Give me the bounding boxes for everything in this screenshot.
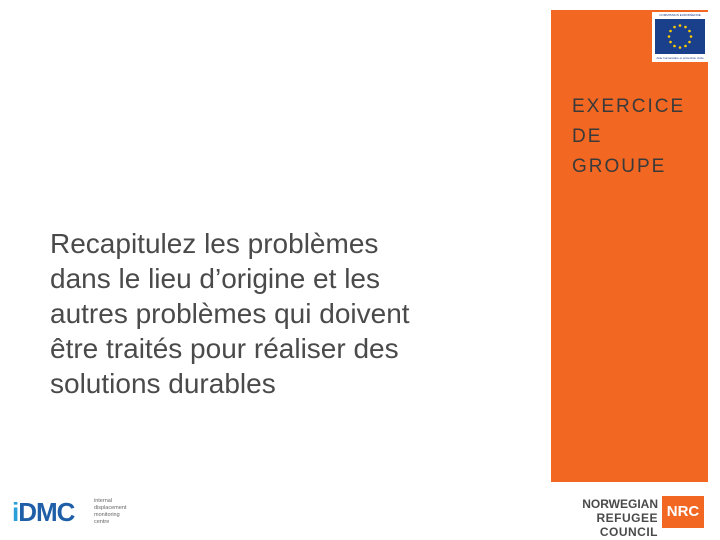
exercise-heading xyxy=(572,92,702,182)
idmc-logo xyxy=(12,492,152,532)
instruction-line: autres problèmes qui doivent xyxy=(50,298,410,329)
instruction-line: solutions durables xyxy=(50,368,276,399)
nrc-name xyxy=(540,497,658,539)
eu-flag-icon xyxy=(655,19,705,54)
instruction-line: dans le lieu d’origine et les xyxy=(50,263,380,294)
exercise-line: GROUPE xyxy=(572,156,667,177)
nrc-logo: NRC xyxy=(662,496,704,528)
eu-bottom-text: Aide humanitaire et protection civile xyxy=(656,56,704,60)
instruction-line: Recapitulez les problèmes xyxy=(50,228,379,259)
nrc-name-line2: REFUGEE COUNCIL xyxy=(596,511,658,539)
idmc-wordmark: iDMC xyxy=(12,497,75,527)
idmc-subtitle: internal displacement monitoring centre xyxy=(94,498,127,525)
eu-top-text: COMMISSION EUROPÉENNE xyxy=(659,13,701,17)
exercise-line: EXERCICE xyxy=(572,96,686,117)
exercise-line: DE xyxy=(572,126,603,147)
nrc-name-line1: NORWEGIAN xyxy=(582,497,658,511)
orange-side-panel xyxy=(551,10,708,482)
main-instruction xyxy=(50,226,530,401)
eu-logo xyxy=(652,12,708,62)
instruction-line: être traités pour réaliser des xyxy=(50,333,399,364)
